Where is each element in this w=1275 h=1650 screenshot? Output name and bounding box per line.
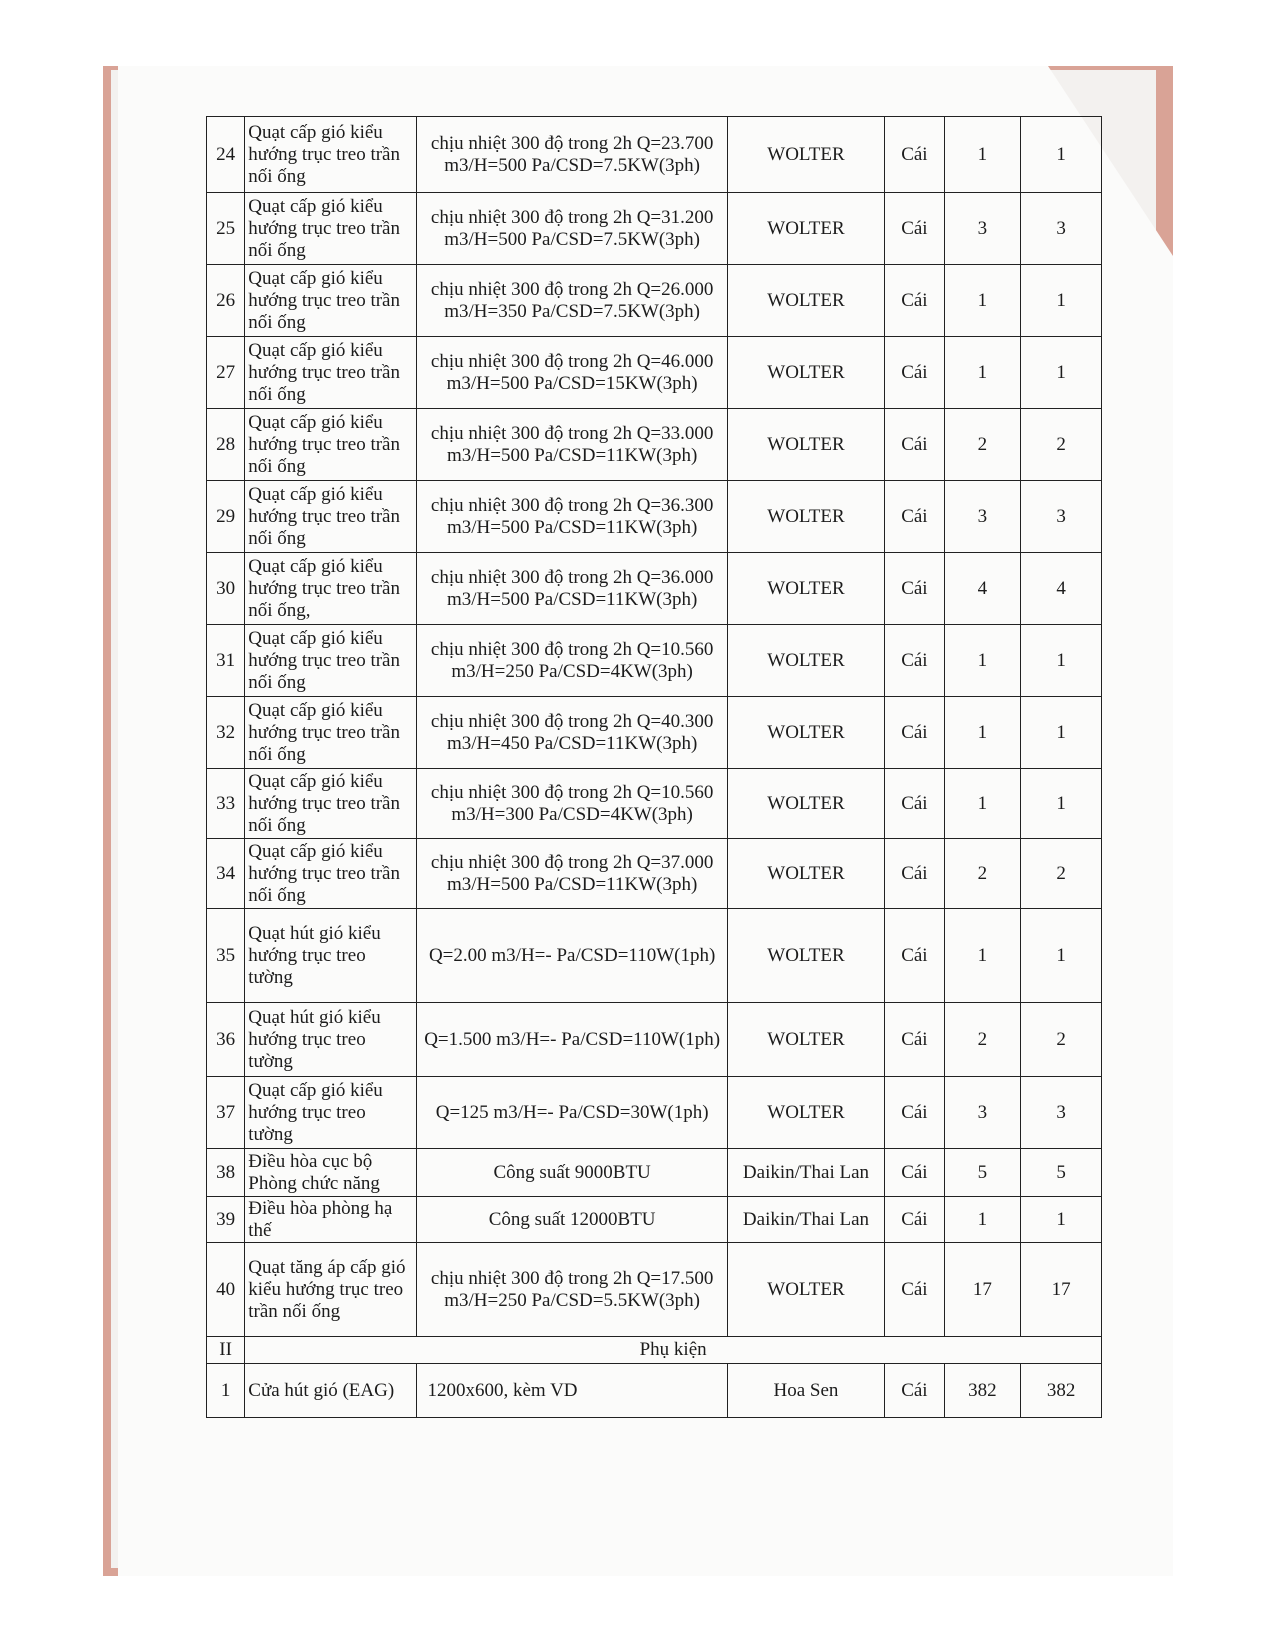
item-quantity: 1: [944, 769, 1021, 839]
row-number: 34: [207, 839, 245, 909]
item-total: 3: [1021, 1077, 1102, 1149]
row-number: 25: [207, 193, 245, 265]
item-brand: WOLTER: [727, 193, 884, 265]
item-brand: WOLTER: [727, 265, 884, 337]
item-name: Quạt cấp gió kiểu hướng trục treo trần nối ống: [245, 839, 417, 909]
item-brand: WOLTER: [727, 481, 884, 553]
row-number: 27: [207, 337, 245, 409]
section-row: [207, 1337, 1102, 1364]
item-unit: Cái: [885, 481, 945, 553]
item-quantity: 5: [944, 1149, 1021, 1197]
item-brand: WOLTER: [727, 1003, 884, 1077]
item-quantity: 3: [944, 1077, 1021, 1149]
item-total: 2: [1021, 1003, 1102, 1077]
section-number: II: [207, 1337, 245, 1364]
item-quantity: 1: [944, 1197, 1021, 1243]
item-spec: Công suất 12000BTU: [417, 1197, 727, 1243]
item-unit: Cái: [885, 1197, 945, 1243]
table-row: [207, 337, 1102, 409]
item-total: 1: [1021, 117, 1102, 193]
row-number: 24: [207, 117, 245, 193]
table-body: [207, 117, 1102, 1337]
item-spec: chịu nhiệt 300 độ trong 2h Q=40.300 m3/H=450 Pa/CSD=11KW(3ph): [417, 697, 727, 769]
item-name: Quạt hút gió kiểu hướng trục treo tường: [245, 1003, 417, 1077]
item-total: 5: [1021, 1149, 1102, 1197]
item-quantity: 3: [944, 193, 1021, 265]
table-row: [207, 1243, 1102, 1337]
item-quantity: 1: [944, 625, 1021, 697]
table-row: [207, 481, 1102, 553]
item-quantity: 2: [944, 1003, 1021, 1077]
item-brand: WOLTER: [727, 553, 884, 625]
row-number: 28: [207, 409, 245, 481]
item-name: Quạt cấp gió kiểu hướng trục treo trần nối ống: [245, 117, 417, 193]
item-brand: WOLTER: [727, 337, 884, 409]
item-spec: Q=125 m3/H=- Pa/CSD=30W(1ph): [417, 1077, 727, 1149]
section-title: Phụ kiện: [245, 1337, 1102, 1364]
item-unit: Cái: [885, 1243, 945, 1337]
table-row: [207, 553, 1102, 625]
equipment-table: [206, 116, 1102, 1418]
table-row: [207, 265, 1102, 337]
item-total: 2: [1021, 839, 1102, 909]
item-quantity: 1: [944, 697, 1021, 769]
item-quantity: 382: [944, 1364, 1021, 1418]
item-name: Quạt cấp gió kiểu hướng trục treo trần nối ống: [245, 769, 417, 839]
row-number: 33: [207, 769, 245, 839]
item-brand: WOLTER: [727, 1077, 884, 1149]
item-spec: Công suất 9000BTU: [417, 1149, 727, 1197]
item-name: Quạt cấp gió kiểu hướng trục treo trần nối ống: [245, 337, 417, 409]
row-number: 40: [207, 1243, 245, 1337]
item-name: Quạt hút gió kiểu hướng trục treo tường: [245, 909, 417, 1003]
item-spec: chịu nhiệt 300 độ trong 2h Q=36.300 m3/H=500 Pa/CSD=11KW(3ph): [417, 481, 727, 553]
item-total: 1: [1021, 769, 1102, 839]
row-number: 39: [207, 1197, 245, 1243]
table-row: [207, 117, 1102, 193]
item-unit: Cái: [885, 697, 945, 769]
table-row: [207, 909, 1102, 1003]
accessory-section: [207, 1337, 1102, 1418]
item-name: Quạt cấp gió kiểu hướng trục treo trần nối ống: [245, 409, 417, 481]
item-total: 1: [1021, 625, 1102, 697]
item-brand: WOLTER: [727, 1243, 884, 1337]
item-unit: Cái: [885, 839, 945, 909]
item-spec: chịu nhiệt 300 độ trong 2h Q=46.000 m3/H=500 Pa/CSD=15KW(3ph): [417, 337, 727, 409]
table-row: [207, 1149, 1102, 1197]
item-unit: Cái: [885, 1077, 945, 1149]
item-brand: WOLTER: [727, 117, 884, 193]
item-brand: Hoa Sen: [727, 1364, 884, 1418]
item-brand: WOLTER: [727, 909, 884, 1003]
item-name: Quạt cấp gió kiểu hướng trục treo trần nối ống: [245, 265, 417, 337]
item-quantity: 2: [944, 409, 1021, 481]
item-unit: Cái: [885, 193, 945, 265]
item-name: Quạt cấp gió kiểu hướng trục treo trần nối ống: [245, 481, 417, 553]
item-quantity: 17: [944, 1243, 1021, 1337]
item-unit: Cái: [885, 117, 945, 193]
row-number: 36: [207, 1003, 245, 1077]
item-name: Quạt cấp gió kiểu hướng trục treo trần nối ống: [245, 193, 417, 265]
table-row: [207, 625, 1102, 697]
item-total: 1: [1021, 909, 1102, 1003]
item-spec: chịu nhiệt 300 độ trong 2h Q=37.000 m3/H=500 Pa/CSD=11KW(3ph): [417, 839, 727, 909]
item-brand: WOLTER: [727, 409, 884, 481]
item-quantity: 2: [944, 839, 1021, 909]
row-number: 26: [207, 265, 245, 337]
row-number: 35: [207, 909, 245, 1003]
item-unit: Cái: [885, 1003, 945, 1077]
item-name: Quạt cấp gió kiểu hướng trục treo trần nối ống: [245, 625, 417, 697]
item-total: 1: [1021, 697, 1102, 769]
item-spec: chịu nhiệt 300 độ trong 2h Q=33.000 m3/H=500 Pa/CSD=11KW(3ph): [417, 409, 727, 481]
item-brand: WOLTER: [727, 697, 884, 769]
item-spec: 1200x600, kèm VD: [417, 1364, 727, 1418]
item-name: Quạt cấp gió kiểu hướng trục treo trần nối ống,: [245, 553, 417, 625]
item-total: 1: [1021, 1197, 1102, 1243]
item-name: Quạt cấp gió kiểu hướng trục treo tường: [245, 1077, 417, 1149]
item-total: 1: [1021, 265, 1102, 337]
item-unit: Cái: [885, 769, 945, 839]
item-total: 1: [1021, 337, 1102, 409]
item-brand: Daikin/Thai Lan: [727, 1197, 884, 1243]
row-number: 29: [207, 481, 245, 553]
table-row: [207, 769, 1102, 839]
item-spec: Q=2.00 m3/H=- Pa/CSD=110W(1ph): [417, 909, 727, 1003]
item-spec: chịu nhiệt 300 độ trong 2h Q=36.000 m3/H=500 Pa/CSD=11KW(3ph): [417, 553, 727, 625]
table-row: [207, 1197, 1102, 1243]
item-total: 382: [1021, 1364, 1102, 1418]
item-unit: Cái: [885, 625, 945, 697]
item-spec: Q=1.500 m3/H=- Pa/CSD=110W(1ph): [417, 1003, 727, 1077]
table-row: [207, 839, 1102, 909]
table-row: [207, 1077, 1102, 1149]
item-quantity: 1: [944, 265, 1021, 337]
item-spec: chịu nhiệt 300 độ trong 2h Q=10.560 m3/H=250 Pa/CSD=4KW(3ph): [417, 625, 727, 697]
item-brand: WOLTER: [727, 625, 884, 697]
item-brand: Daikin/Thai Lan: [727, 1149, 884, 1197]
row-number: 30: [207, 553, 245, 625]
row-number: 31: [207, 625, 245, 697]
item-unit: Cái: [885, 1364, 945, 1418]
item-total: 2: [1021, 409, 1102, 481]
item-unit: Cái: [885, 265, 945, 337]
item-total: 3: [1021, 481, 1102, 553]
item-total: 3: [1021, 193, 1102, 265]
table-row: [207, 1364, 1102, 1418]
table-row: [207, 193, 1102, 265]
item-total: 17: [1021, 1243, 1102, 1337]
item-unit: Cái: [885, 1149, 945, 1197]
row-number: 38: [207, 1149, 245, 1197]
item-name: Cửa hút gió (EAG): [245, 1364, 417, 1418]
item-name: Quạt tăng áp cấp gió kiểu hướng trục treo trần nối ống: [245, 1243, 417, 1337]
item-quantity: 1: [944, 909, 1021, 1003]
row-number: 1: [207, 1364, 245, 1418]
item-unit: Cái: [885, 909, 945, 1003]
row-number: 32: [207, 697, 245, 769]
item-total: 4: [1021, 553, 1102, 625]
item-unit: Cái: [885, 409, 945, 481]
item-brand: WOLTER: [727, 769, 884, 839]
table-row: [207, 697, 1102, 769]
item-spec: chịu nhiệt 300 độ trong 2h Q=10.560 m3/H=300 Pa/CSD=4KW(3ph): [417, 769, 727, 839]
item-unit: Cái: [885, 337, 945, 409]
item-unit: Cái: [885, 553, 945, 625]
item-quantity: 1: [944, 117, 1021, 193]
row-number: 37: [207, 1077, 245, 1149]
item-spec: chịu nhiệt 300 độ trong 2h Q=23.700 m3/H=500 Pa/CSD=7.5KW(3ph): [417, 117, 727, 193]
item-brand: WOLTER: [727, 839, 884, 909]
item-name: Quạt cấp gió kiểu hướng trục treo trần nối ống: [245, 697, 417, 769]
item-name: Điều hòa cục bộ Phòng chức năng: [245, 1149, 417, 1197]
item-quantity: 1: [944, 337, 1021, 409]
item-spec: chịu nhiệt 300 độ trong 2h Q=17.500 m3/H=250 Pa/CSD=5.5KW(3ph): [417, 1243, 727, 1337]
item-quantity: 3: [944, 481, 1021, 553]
table-row: [207, 409, 1102, 481]
item-name: Điều hòa phòng hạ thế: [245, 1197, 417, 1243]
item-quantity: 4: [944, 553, 1021, 625]
table-row: [207, 1003, 1102, 1077]
item-spec: chịu nhiệt 300 độ trong 2h Q=31.200 m3/H=500 Pa/CSD=7.5KW(3ph): [417, 193, 727, 265]
item-spec: chịu nhiệt 300 độ trong 2h Q=26.000 m3/H=350 Pa/CSD=7.5KW(3ph): [417, 265, 727, 337]
